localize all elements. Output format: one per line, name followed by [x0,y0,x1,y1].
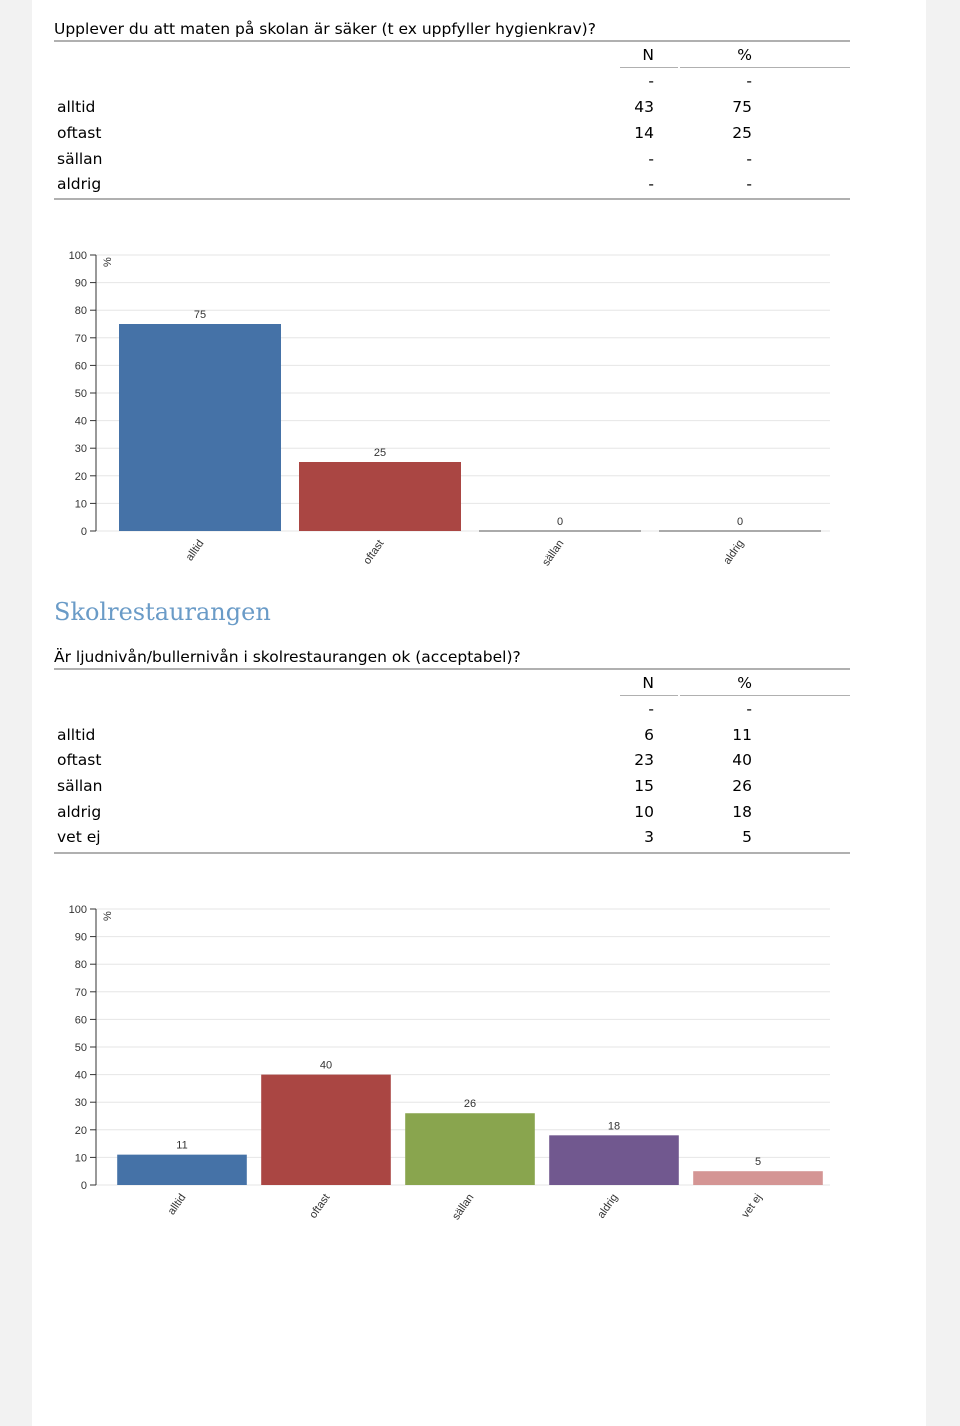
bar [405,1113,535,1185]
row-n: 14 [634,124,654,142]
row-pct: - [746,72,752,90]
y-tick-label: 30 [74,1097,87,1110]
data-label: 40 [319,1059,333,1072]
column-rule-n [620,695,678,696]
row-label: sällan [57,777,103,795]
data-label: 11 [176,1139,188,1152]
x-tick-label: sällan [540,537,567,569]
y-tick-label: 30 [74,443,87,456]
row-pct: 18 [732,803,752,821]
row-label: aldrig [57,803,102,821]
x-tick-label: aldrig [721,537,747,567]
row-pct: 25 [732,124,752,142]
row-n: 23 [634,751,654,769]
table-bottom-rule [54,852,850,854]
data-label: 26 [463,1098,477,1111]
data-label: 0 [736,516,744,528]
row-pct: 5 [742,828,752,846]
y-tick-label: 60 [74,360,87,373]
y-tick-label: 80 [74,959,87,972]
bar-chart-noise-level [32,894,926,1234]
data-label: 75 [193,309,207,321]
y-tick-label: 100 [68,904,87,916]
row-label: sällan [57,150,103,168]
data-label: 5 [754,1156,762,1169]
column-rule-pct [680,67,850,68]
row-pct: 75 [732,98,752,116]
section-title: Skolrestaurangen [54,598,271,626]
y-tick-label: 70 [74,986,87,999]
y-tick-label: 20 [74,1124,87,1137]
table-bottom-rule [54,198,850,200]
row-label: oftast [57,124,102,142]
y-tick-label: 40 [74,415,87,428]
y-tick-label: 40 [74,1069,87,1082]
bar [261,1075,391,1185]
row-n: - [648,175,654,193]
y-tick-label: 0 [80,526,87,538]
row-label: vet ej [57,828,101,846]
row-n: 3 [644,828,654,846]
x-tick-label: vet ej [739,1191,765,1221]
x-tick-label: oftast [361,537,387,567]
column-rule-pct [680,695,850,696]
column-header-n: N [642,46,654,64]
data-label: 25 [373,447,387,459]
x-tick-label: alltid [183,537,207,564]
bar [117,1155,247,1185]
column-header-pct: % [737,674,752,692]
y-tick-label: 0 [80,1180,87,1192]
x-tick-label: aldrig [595,1191,621,1221]
table-top-rule [54,40,850,42]
bar [693,1171,823,1185]
column-header-pct: % [737,46,752,64]
row-pct: - [746,150,752,168]
y-tick-label: 60 [74,1014,87,1027]
row-pct: - [746,700,752,718]
question-title: Är ljudnivån/bullernivån i skolrestaurangen ok (acceptabel)? [54,648,521,666]
bar [299,462,461,531]
row-label: oftast [57,751,102,769]
bar [119,324,281,531]
y-axis-label: % [102,911,114,921]
y-tick-label: 90 [74,277,87,290]
row-n: - [648,72,654,90]
x-tick-label: alltid [165,1191,189,1218]
y-tick-label: 90 [74,931,87,944]
y-tick-label: 80 [74,305,87,318]
row-pct: 26 [732,777,752,795]
y-axis-label: % [102,257,114,267]
report-page [32,0,926,1426]
y-tick-label: 10 [74,498,87,511]
column-header-n: N [642,674,654,692]
column-rule-n [620,67,678,68]
y-tick-label: 50 [74,1042,87,1054]
y-tick-label: 10 [74,1152,87,1165]
x-tick-label: sällan [450,1191,477,1223]
x-tick-label: oftast [307,1191,333,1221]
row-n: 15 [634,777,654,795]
row-n: - [648,700,654,718]
row-label: aldrig [57,175,102,193]
row-label: alltid [57,98,96,116]
row-label: alltid [57,726,96,744]
row-n: 10 [634,803,654,821]
bar [549,1135,679,1185]
row-pct: 40 [732,751,752,769]
row-n: 6 [644,726,654,744]
bar-chart-food-safety [32,240,926,580]
y-tick-label: 100 [68,250,87,262]
row-pct: 11 [732,726,752,744]
y-tick-label: 70 [74,332,87,345]
data-label: 18 [607,1120,621,1133]
row-n: 43 [634,98,654,116]
table-top-rule [54,668,850,670]
row-n: - [648,150,654,168]
y-tick-label: 50 [74,388,87,400]
row-pct: - [746,175,752,193]
y-tick-label: 20 [74,470,87,483]
question-title: Upplever du att maten på skolan är säker (t ex uppfyller hygienkrav)? [54,20,596,38]
data-label: 0 [556,516,564,528]
